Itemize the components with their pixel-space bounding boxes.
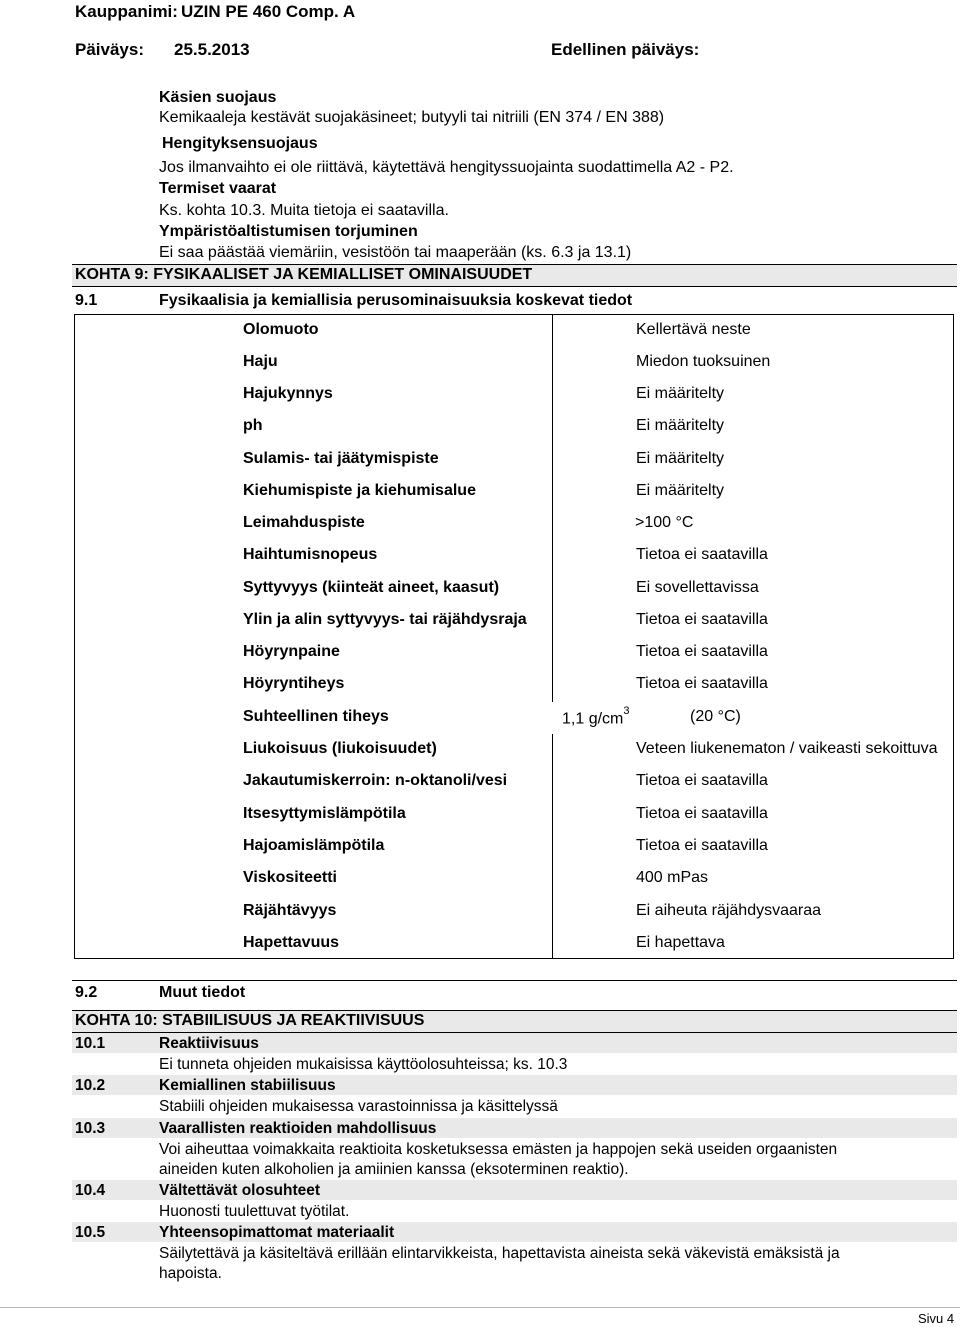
subsection-text: Ei tunneta ohjeiden mukaisissa käyttöolosuhteissa; ks. 10.3 [159,1056,568,1073]
property-label: Hapettavuus [243,934,340,951]
section-divider [72,1010,957,1011]
section-9-title: KOHTA 9: FYSIKAALISET JA KEMIALLISET OMINAISUUDET [75,266,533,283]
subsection-title: Vaarallisten reaktioiden mahdollisuus [159,1120,437,1137]
property-value: Tietoa ei saatavilla [636,546,768,563]
property-label: Suhteellinen tiheys [243,708,389,725]
table-row [75,540,953,572]
property-label: Räjähtävyys [243,902,337,919]
table-row [75,508,953,540]
table-row [75,637,953,669]
property-value: Veteen liukenematon / vaikeasti sekoittuva [636,740,938,757]
property-value: Tietoa ei saatavilla [636,805,768,822]
property-label: Leimahduspiste [243,514,365,531]
property-value: Tietoa ei saatavilla [636,675,768,692]
respiratory-protection-text: Jos ilmanvaihto ei ole riittävä, käytettävä hengityssuojainta suodattimella A2 - P2. [159,159,734,176]
property-label: Höyryntiheys [243,675,345,692]
property-value: Miedon tuoksuinen [636,353,771,370]
properties-table [74,314,954,959]
property-value: Ei määritelty [636,417,725,434]
table-row [75,315,953,347]
table-row [75,379,953,411]
hand-protection-text: Kemikaaleja kestävät suojakäsineet; butyyli tai nitriili (EN 374 / EN 388) [159,109,665,126]
section-10-title: KOHTA 10: STABIILISUUS JA REAKTIIVISUUS [75,1012,425,1029]
property-label: Hajoamislämpötila [243,837,385,854]
property-label: Ylin ja alin syttyvyys- tai räjähdysraja [243,611,527,628]
thermal-hazards-title: Termiset vaarat [159,180,277,197]
property-label: Viskositeetti [243,869,337,886]
environmental-exposure-text: Ei saa päästää viemäriin, vesistöön tai maaperään (ks. 6.3 ja 13.1) [159,244,632,261]
table-row [75,831,953,863]
section-divider [72,980,957,981]
property-label: Itsesyttymislämpötila [243,805,406,822]
property-value: Ei määritelty [636,450,725,467]
property-label: Hajukynnys [243,385,333,402]
table-row [75,444,953,476]
table-row [75,766,953,798]
hand-protection-title: Käsien suojaus [159,89,277,106]
property-label: ph [243,417,263,434]
subsection-number: 10.1 [75,1035,106,1052]
property-label: Liukoisuus (liukoisuudet) [243,740,437,757]
table-row [75,734,953,766]
table-row [75,411,953,443]
table-row [75,347,953,379]
subsection-title: Kemiallinen stabiilisuus [159,1077,336,1094]
density-temperature: (20 °C) [690,708,741,725]
page-number: Sivu 4 [918,1311,955,1326]
property-value: Tietoa ei saatavilla [636,611,768,628]
property-label: Haihtumisnopeus [243,546,378,563]
table-row-density [75,702,953,734]
property-value: Ei hapettava [636,934,725,951]
table-row [75,605,953,637]
subsection-text: Säilytettävä ja käsiteltävä erillään elintarvikkeista, hapettavista aineista sekä väkevistä emäksistä ja [159,1245,840,1262]
subsection-text: hapoista. [159,1265,222,1282]
table-row [75,476,953,508]
property-value: Ei sovellettavissa [636,579,759,596]
property-value: Tietoa ei saatavilla [636,772,768,789]
table-row [75,863,953,895]
subsection-title: Reaktiivisuus [159,1035,259,1052]
property-label: Höyrynpaine [243,643,340,660]
subsection-text: Voi aiheuttaa voimakkaita reaktioita kosketuksessa emästen ja happojen sekä useiden orgaanisten [159,1141,838,1158]
table-row [75,573,953,605]
property-value: Tietoa ei saatavilla [636,643,768,660]
subsection-9-1-number: 9.1 [75,292,98,309]
section-divider [72,264,957,265]
subsection-9-1-title: Fysikaalisia ja kemiallisia perusominaisuuksia koskevat tiedot [159,292,633,309]
property-value: Ei aiheuta räjähdysvaaraa [636,902,822,919]
subsection-number: 10.5 [75,1224,106,1241]
subsection-number: 10.2 [75,1077,106,1094]
table-row [75,896,953,928]
table-row [75,669,953,701]
density-number: 1,1 g/cm [562,710,624,728]
date-value: 25.5.2013 [174,40,250,59]
subsection-number: 10.4 [75,1182,106,1199]
subsection-number: 10.3 [75,1120,106,1137]
table-row [75,799,953,831]
density-exponent: 3 [623,705,630,717]
date-label: Päiväys: [75,40,144,59]
subsection-9-2-number: 9.2 [75,984,98,1001]
property-value: Tietoa ei saatavilla [636,837,768,854]
footer-divider [0,1307,960,1308]
subsection-text: aineiden kuten alkoholien ja amiinien kanssa (eksoterminen reaktio). [159,1161,629,1178]
property-label: Sulamis- tai jäätymispiste [243,450,439,467]
product-label: Kauppanimi: [75,2,178,21]
property-label: Syttyvyys (kiinteät aineet, kaasut) [243,579,500,596]
property-value: Kellertävä neste [636,321,751,338]
respiratory-protection-title: Hengityksensuojaus [162,135,318,152]
subsection-9-2-title: Muut tiedot [159,984,246,1001]
product-name: UZIN PE 460 Comp. A [181,2,356,21]
section-divider [72,286,957,287]
property-label: Haju [243,353,278,370]
property-value: Ei määritelty [636,385,725,402]
table-row [75,928,953,960]
subsection-text: Huonosti tuulettuvat työtilat. [159,1203,350,1220]
environmental-exposure-title: Ympäristöaltistumisen torjuminen [159,223,418,240]
property-label: Jakautumiskerroin: n-oktanoli/vesi [243,772,508,789]
property-label: Olomuoto [243,321,319,338]
density-value [562,705,630,728]
property-value: Ei määritelty [636,482,725,499]
thermal-hazards-text: Ks. kohta 10.3. Muita tietoja ei saatavilla. [159,202,449,219]
subsection-text: Stabiili ohjeiden mukaisessa varastoinnissa ja käsittelyssä [159,1098,558,1115]
subsection-title: Vältettävät olosuhteet [159,1182,321,1199]
previous-date-label: Edellinen päiväys: [551,40,700,59]
property-label: Kiehumispiste ja kiehumisalue [243,482,476,499]
property-value: 400 mPas [636,869,709,886]
subsection-title: Yhteensopimattomat materiaalit [159,1224,395,1241]
property-value: >100 °C [635,514,694,531]
